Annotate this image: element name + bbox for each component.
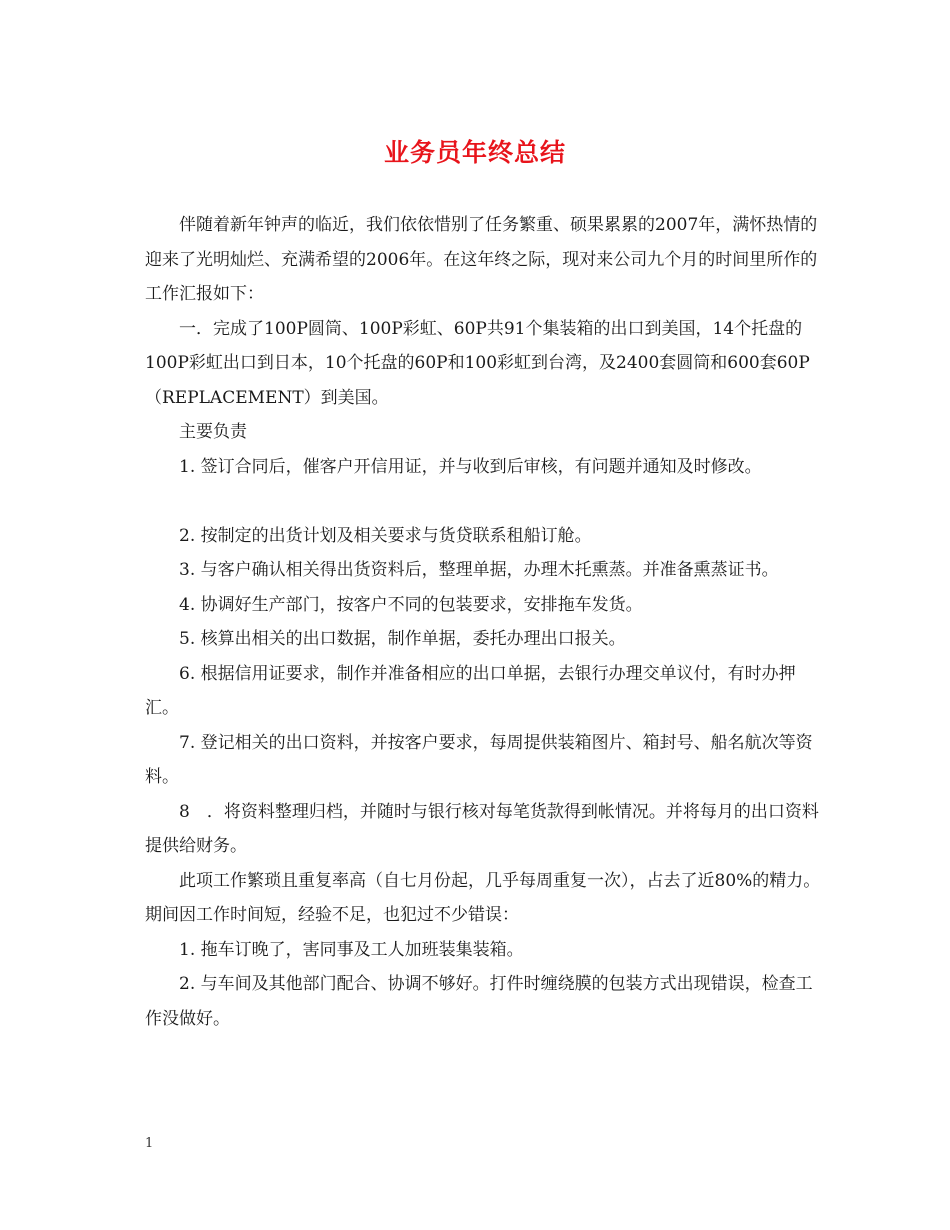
responsibility-item-3: 3. 与客户确认相关得出货资料后，整理单据，办理木托熏蒸。并准备熏蒸证书。: [179, 560, 779, 580]
page-number: 1: [145, 1136, 154, 1151]
mistake-item-2: 2. 与车间及其他部门配合、协调不够好。打件时缠绕膜的包装方式出现错误，检查工作没做好。: [145, 974, 813, 1029]
responsibility-item-4: 4. 协调好生产部门，按客户不同的包装要求，安排拖车发货。: [179, 594, 643, 615]
responsibility-item-6: 6. 根据信用证要求，制作并准备相应的出口单据，去银行办理交单议付，有时办押汇。: [145, 663, 796, 718]
document-title: 业务员年终总结: [383, 138, 566, 167]
responsibility-item-8: 8 ．将资料整理归档，并随时与银行核对每笔货款得到帐情况。并将每月的出口资料提供给财务。: [145, 801, 819, 856]
paragraph-workload: 此项工作繁琐且重复率高（自七月份起，几乎每周重复一次），占去了近80%的精力。期间因工作时间短，经验不足，也犯过不少错误：: [145, 870, 821, 925]
responsibility-item-1: 1. 签订合同后，催客户开信用证，并与收到后审核，有问题并通知及时修改。: [179, 456, 762, 477]
mistake-item-1: 1. 拖车订晚了，害同事及工人加班装集装箱。: [179, 939, 524, 960]
document-body: [145, 208, 825, 1036]
responsibility-item-2: 2. 按制定的出货计划及相关要求与货贷联系租船订舱。: [179, 525, 592, 546]
paragraph-responsibilities-heading: 主要负责: [179, 422, 247, 442]
paragraph-intro: 伴随着新年钟声的临近，我们依依惜别了任务繁重、硕果累累的2007年，满怀热情的迎来了光明灿烂、充满希望的2006年。在这年终之际，现对来公司九个月的时间里所作的工作汇报如下：: [145, 215, 818, 304]
paragraph-achievements: 一．完成了100P圆筒、100P彩虹、60P共91个集装箱的出口到美国，14个托盘的100P彩虹出口到日本，10个托盘的60P和100彩虹到台湾，及2400套圆筒和600套60P（REPLACEMENT）到美国。: [145, 318, 810, 408]
responsibility-item-5: 5. 核算出相关的出口数据，制作单据，委托办理出口报关。: [179, 629, 626, 649]
responsibility-item-7: 7. 登记相关的出口资料，并按客户要求，每周提供装箱图片、箱封号、船名航次等资料。: [145, 732, 813, 787]
